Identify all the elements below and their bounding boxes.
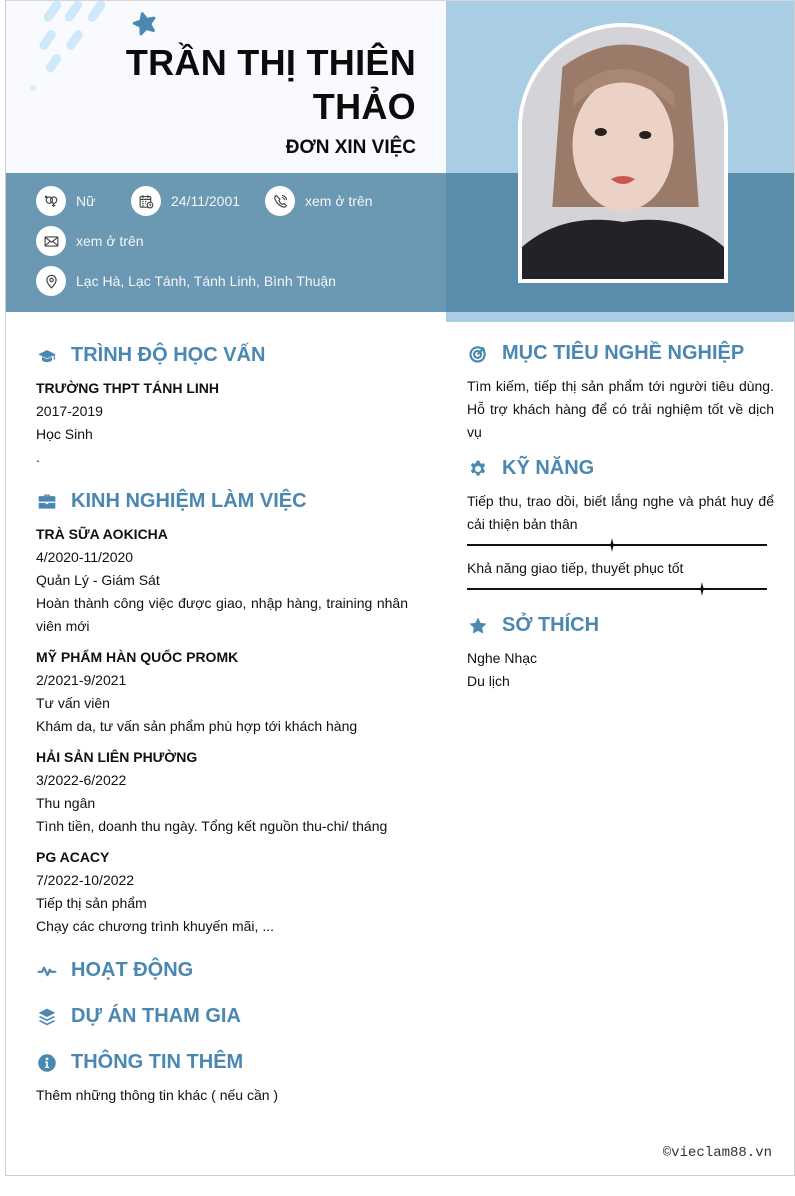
section-title: THÔNG TIN THÊM — [71, 1051, 244, 1073]
heartbeat-icon — [36, 960, 58, 982]
profile-photo-frame — [518, 23, 728, 283]
birthday-value: 24/11/2001 — [171, 193, 241, 209]
experience-entry — [36, 746, 408, 838]
job-period: 2/2021-9/2021 — [36, 672, 127, 688]
name-line-2: THẢO — [312, 86, 416, 127]
job-period: 4/2020-11/2020 — [36, 549, 134, 565]
gear-icon — [467, 458, 489, 480]
watermark: ©vieclam88.vn — [662, 1145, 772, 1161]
job-description: Tình tiền, doanh thu ngày. Tổng kết nguồn thu-chi/ tháng — [36, 818, 388, 834]
graduation-cap-icon — [36, 345, 58, 367]
location-pin-icon — [36, 266, 66, 296]
gender-value: Nữ — [76, 193, 96, 209]
portrait-illustration-icon — [522, 27, 724, 279]
contact-email[interactable] — [36, 226, 144, 256]
section-title: KỸ NĂNG — [502, 457, 595, 479]
skill-name: Khả năng giao tiếp, thuyết phục tốt — [467, 560, 684, 576]
job-description: Khám da, tư vấn sản phẩm phù hợp tới khách hàng — [36, 718, 358, 734]
cv-page — [5, 0, 795, 1176]
section-title: SỞ THÍCH — [502, 614, 600, 636]
experience-entry — [36, 646, 408, 738]
section-objective-header — [467, 342, 744, 365]
document-subtitle: ĐƠN XIN VIỆC — [285, 137, 416, 158]
company-name: TRÀ SỮA AOKICHA — [36, 526, 168, 542]
section-title: MỤC TIÊU NGHỀ NGHIỆP — [502, 342, 745, 364]
phone-icon — [265, 186, 295, 216]
job-position: Tiếp thị sản phẩm — [36, 895, 147, 911]
section-additional-info-header — [36, 1051, 243, 1074]
contact-address — [36, 266, 336, 296]
section-education-header — [36, 344, 265, 367]
job-position: Quản Lý - Giám Sát — [36, 572, 160, 588]
objective-text: Tìm kiếm, tiếp thị sản phẩm tới người tiêu dùng. Hỗ trợ khách hàng để có trải nghiệm tốt về dịch vụ — [467, 378, 774, 440]
star-icon — [467, 615, 489, 637]
contact-phone[interactable] — [265, 186, 373, 216]
education-note: . — [36, 449, 40, 465]
hobby-item: Nghe Nhạc — [467, 650, 538, 666]
candidate-name — [36, 41, 416, 129]
section-skills-header — [467, 457, 594, 480]
education-entry — [36, 377, 416, 469]
contact-gender — [36, 186, 95, 216]
email-icon — [36, 226, 66, 256]
education-period: 2017-2019 — [36, 403, 103, 419]
additional-info-text: Thêm những thông tin khác ( nếu cần ) — [36, 1087, 279, 1103]
email-value: xem ở trên — [76, 233, 144, 249]
section-title: HOẠT ĐỘNG — [71, 959, 194, 981]
skill-level-marker-icon — [695, 582, 709, 596]
company-name: PG ACACY — [36, 849, 110, 865]
job-description: Chạy các chương trình khuyến mãi, ... — [36, 918, 274, 934]
experience-entry — [36, 846, 408, 938]
star-decoration-icon — [132, 11, 158, 37]
company-name: HẢI SẢN LIÊN PHƯỜNG — [36, 749, 198, 765]
layers-icon — [36, 1006, 58, 1028]
target-icon — [467, 343, 489, 365]
section-activities-header — [36, 959, 193, 982]
section-hobbies-header — [467, 614, 599, 637]
job-period: 7/2022-10/2022 — [36, 872, 135, 888]
profile-photo — [522, 27, 724, 279]
name-line-1: TRẦN THỊ THIÊN — [125, 42, 416, 83]
section-experience-header — [36, 490, 307, 513]
section-title: TRÌNH ĐỘ HỌC VẤN — [71, 344, 266, 366]
education-role: Học Sinh — [36, 426, 93, 442]
section-title: DỰ ÁN THAM GIA — [71, 1005, 241, 1027]
skill-level-marker-icon — [605, 538, 619, 552]
job-description: Hoàn thành công việc được giao, nhập hàng, training nhân viên mới — [36, 595, 408, 634]
hobbies-list — [467, 647, 774, 693]
section-title: KINH NGHIỆM LÀM VIỆC — [71, 490, 307, 512]
contact-birthday — [131, 186, 240, 216]
experience-entry — [36, 523, 408, 638]
skill-name: Tiếp thu, trao dồi, biết lắng nghe và phát huy để cải thiện bản thân — [467, 493, 774, 532]
section-projects-header — [36, 1005, 241, 1028]
calendar-icon — [131, 186, 161, 216]
school-name: TRƯỜNG THPT TÁNH LINH — [36, 380, 219, 396]
hobby-item: Du lịch — [467, 673, 510, 689]
phone-value: xem ở trên — [305, 193, 373, 209]
job-position: Thu ngân — [36, 795, 96, 811]
briefcase-icon — [36, 491, 58, 513]
gender-icon — [36, 186, 66, 216]
address-value: Lạc Hà, Lạc Tánh, Tánh Linh, Bình Thuận — [76, 273, 336, 289]
job-period: 3/2022-6/2022 — [36, 772, 127, 788]
job-position: Tư vấn viên — [36, 695, 110, 711]
info-circle-icon — [36, 1052, 58, 1074]
company-name: MỸ PHẨM HÀN QUỐC PROMK — [36, 649, 239, 665]
